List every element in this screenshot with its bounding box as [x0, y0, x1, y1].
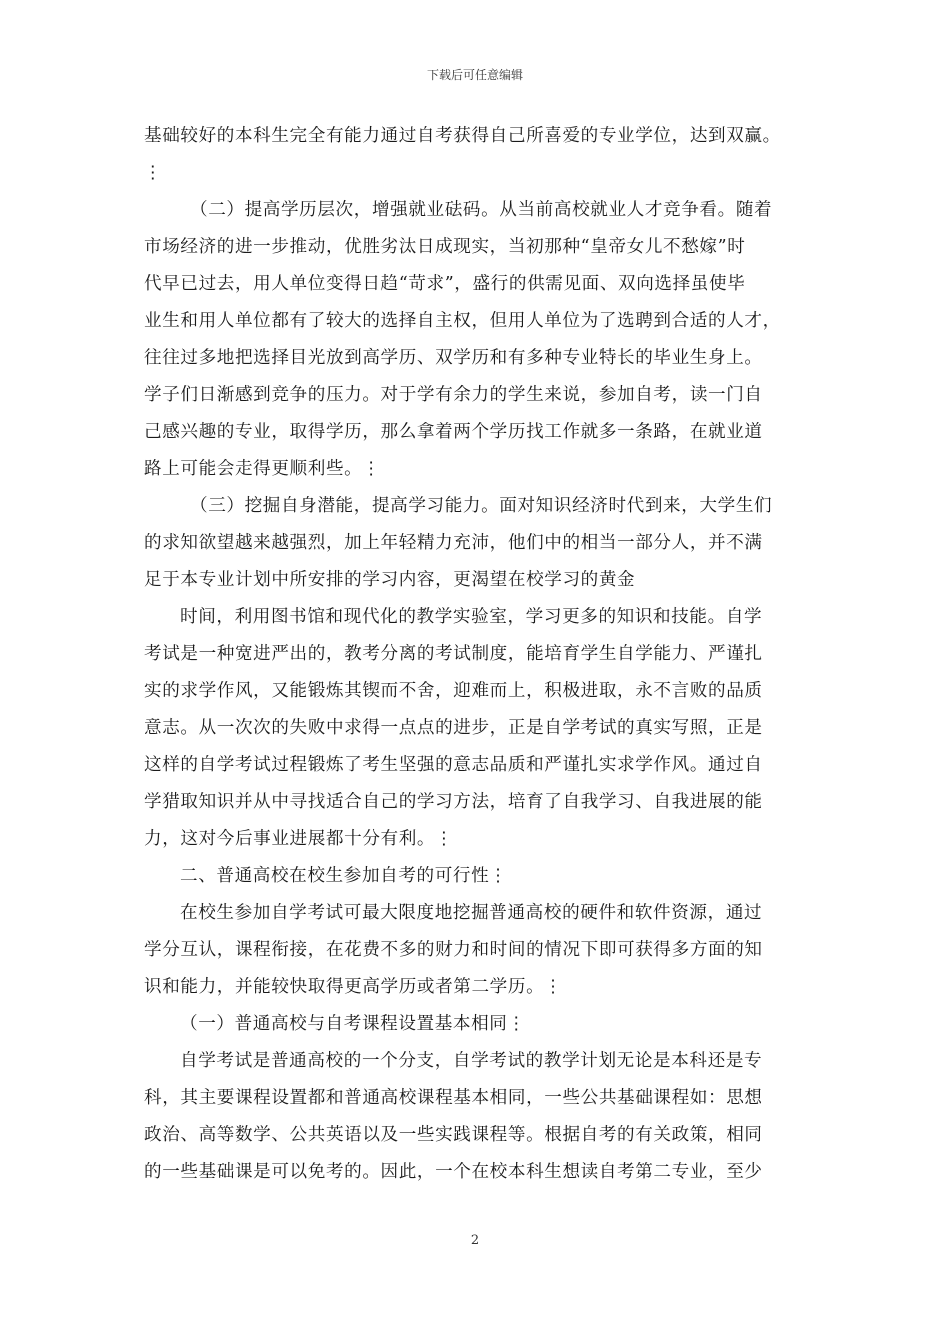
text-line: 的求知欲望越来越强烈，加上年轻精力充沛，他们中的相当一部分人，并不满 [144, 533, 763, 553]
text-line: 己感兴趣的专业，取得学历，那么拿着两个学历找工作就多一条路，在就业道 [144, 422, 763, 442]
page-number: 2 [470, 1233, 480, 1248]
text-line: 路上可能会走得更顺利些。⋮ [144, 459, 381, 479]
text-line: 往往过多地把选择目光放到高学历、双学历和有多种专业特长的毕业生身上。 [144, 348, 763, 368]
text-line: 的一些基础课是可以免考的。因此，一个在校本科生想读自考第二专业，至少 [144, 1162, 763, 1182]
text-line: 代早已过去，用人单位变得日趋“苛求”，盛行的供需见面、双向选择虽使毕 [144, 274, 746, 294]
page-header: 下载后可任意编辑 [426, 68, 523, 82]
text-line: 这样的自学考试过程锻炼了考生坚强的意志品质和严谨扎实求学作风。通过自 [144, 755, 763, 775]
text-line: 政治、高等数学、公共英语以及一些实践课程等。根据自考的有关政策，相同 [144, 1125, 763, 1145]
text-line: 基础较好的本科生完全有能力通过自考获得自己所喜爱的专业学位，达到双赢。 [144, 126, 781, 146]
text-line: 市场经济的进一步推动，优胜劣汰日成现实，当初那种“皇帝女儿不愁嫁”时 [144, 237, 746, 257]
text-line: 力，这对今后事业进展都十分有利。⋮ [144, 829, 454, 849]
paragraph-mark: ⋮ [144, 163, 163, 183]
text-line: 时间，利用图书馆和现代化的教学实验室，学习更多的知识和技能。自学 [180, 607, 763, 627]
text-line: 实的求学作风，又能锻炼其锲而不舍，迎难而上，积极进取，永不言败的品质 [144, 681, 763, 701]
text-line: 学子们日渐感到竞争的压力。对于学有余力的学生来说，参加自考，读一门自 [144, 385, 763, 405]
subsection-heading: （一）普通高校与自考课程设置基本相同⋮ [180, 1014, 526, 1034]
text-line: （二）提高学历层次，增强就业砝码。从当前高校就业人才竞争看。随着 [190, 200, 773, 220]
text-line: （三）挖掘自身潜能，提高学习能力。面对知识经济时代到来，大学生们 [190, 496, 773, 516]
text-line: 足于本专业计划中所安排的学习内容，更渴望在校学习的黄金 [144, 570, 636, 590]
text-line: 识和能力，并能较快取得更高学历或者第二学历。⋮ [144, 977, 563, 997]
text-line: 学猎取知识并从中寻找适合自己的学习方法，培育了自我学习、自我进展的能 [144, 792, 763, 812]
text-line: 在校生参加自学考试可最大限度地挖掘普通高校的硬件和软件资源，通过 [180, 903, 763, 923]
document-body [144, 118, 814, 1191]
text-line: 自学考试是普通高校的一个分支，自学考试的教学计划无论是本科还是专 [180, 1051, 763, 1071]
text-line: 学分互认，课程衔接，在花费不多的财力和时间的情况下即可获得多方面的知 [144, 940, 763, 960]
text-line: 意志。从一次次的失败中求得一点点的进步，正是自学考试的真实写照，正是 [144, 718, 763, 738]
text-line: 科，其主要课程设置都和普通高校课程基本相同，一些公共基础课程如：思想 [144, 1088, 763, 1108]
text-line: 考试是一种宽进严出的，教考分离的考试制度，能培育学生自学能力、严谨扎 [144, 644, 763, 664]
text-line: 业生和用人单位都有了较大的选择自主权，但用人单位为了选聘到合适的人才， [144, 311, 781, 331]
section-heading: 二、普通高校在校生参加自考的可行性⋮ [180, 866, 508, 886]
